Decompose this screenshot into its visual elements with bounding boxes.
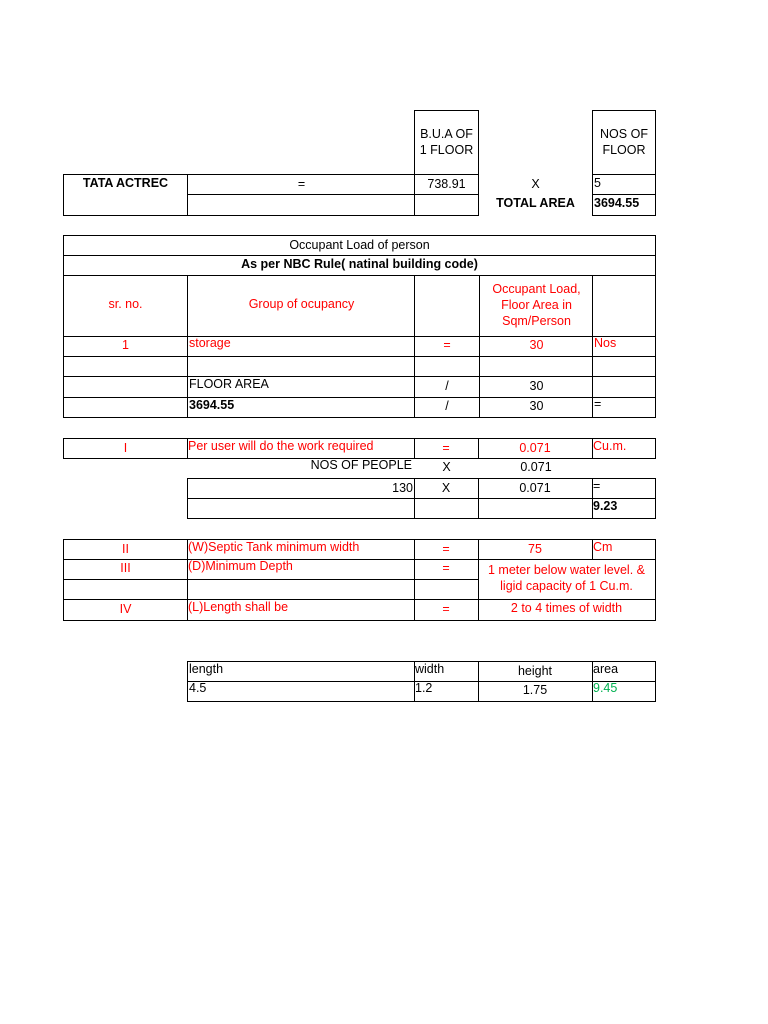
floor-area-value: 3694.55 xyxy=(187,397,415,418)
occ-row4-c1 xyxy=(63,397,187,418)
nos-of-people-value: 130 xyxy=(187,478,415,499)
rule-w-unit: Cm xyxy=(592,539,656,560)
usage-row1-sr: I xyxy=(63,438,188,459)
nos-of-people-label: NOS OF PEOPLE xyxy=(310,458,412,472)
rule-d-value: 1 meter below water level. & ligid capacity of 1 Cu.m. xyxy=(478,559,656,600)
usage-row4-c3 xyxy=(478,498,593,519)
rule-w-sr: II xyxy=(63,539,188,560)
total-area-label: TOTAL AREA xyxy=(496,196,575,210)
dim-header-height: height xyxy=(478,661,593,682)
dim-value-area: 9.45 xyxy=(592,681,656,702)
occ-row1-op: = xyxy=(414,336,479,357)
occ-row3-op: / xyxy=(414,377,479,398)
floors-value: 5 xyxy=(592,174,656,195)
usage-row3-value: 0.071 xyxy=(478,478,593,499)
usage-row1-unit: Cu.m. xyxy=(592,438,656,459)
col-group-occupancy: Group of ocupancy xyxy=(187,276,415,337)
usage-row3-unit: = xyxy=(592,478,656,499)
rule-d-blank-3 xyxy=(414,579,479,600)
usage-row2-value: 0.071 xyxy=(520,460,552,474)
dim-header-length: length xyxy=(187,661,415,682)
occ-row2-c2 xyxy=(187,356,415,377)
occupant-title: Occupant Load of person xyxy=(63,235,656,256)
rule-d-sr: III xyxy=(63,559,188,580)
header-blank-1 xyxy=(187,195,415,216)
occ-row1-unit: Nos xyxy=(592,336,656,357)
usage-row1-desc: Per user will do the work required xyxy=(187,438,415,459)
dim-value-width: 1.2 xyxy=(414,681,479,702)
col-unit-blank xyxy=(592,276,656,337)
floor-area-label: FLOOR AREA xyxy=(187,377,415,398)
rule-l-op: = xyxy=(414,600,479,621)
occ-row1-sr: 1 xyxy=(63,336,187,357)
usage-row1-op: = xyxy=(414,438,479,459)
bua-blank xyxy=(414,195,479,216)
usage-row4-c1 xyxy=(187,498,415,519)
volume-result: 9.23 xyxy=(592,498,656,519)
rule-l-value: 2 to 4 times of width xyxy=(478,600,656,621)
dim-header-area: area xyxy=(592,661,656,682)
rule-w-op: = xyxy=(414,539,479,560)
occ-row1-load: 30 xyxy=(479,336,593,357)
occ-row3-value: 30 xyxy=(479,377,593,398)
header-equals: = xyxy=(187,174,415,195)
occ-row1-group: storage xyxy=(187,336,415,357)
occ-row2-c3 xyxy=(414,356,479,377)
occ-row2-c5 xyxy=(592,356,656,377)
usage-row2-op: X xyxy=(442,460,451,474)
occupant-subtitle: As per NBC Rule( natinal building code) xyxy=(63,256,656,276)
project-name: TATA ACTREC xyxy=(63,174,187,216)
dim-value-height: 1.75 xyxy=(478,681,593,702)
nos-floor-header: NOS OF FLOOR xyxy=(592,110,656,175)
col-occupant-load: Occupant Load, Floor Area in Sqm/Person xyxy=(479,276,593,337)
occ-row4-value: 30 xyxy=(479,397,593,418)
usage-row4-c2 xyxy=(414,498,479,519)
occ-row2-c4 xyxy=(479,356,593,377)
rule-l-sr: IV xyxy=(63,600,188,621)
usage-row1-value: 0.071 xyxy=(478,438,593,459)
usage-row3-op: X xyxy=(414,478,479,499)
bua-header: B.U.A OF 1 FLOOR xyxy=(414,110,479,175)
rule-d-blank-2 xyxy=(187,579,415,600)
rule-w-desc: (W)Septic Tank minimum width xyxy=(187,539,415,560)
occ-row3-c5 xyxy=(592,377,656,398)
rule-l-desc: (L)Length shall be xyxy=(187,600,415,621)
rule-d-blank-1 xyxy=(63,579,188,600)
occ-row4-op: / xyxy=(414,397,479,418)
occ-row2-c1 xyxy=(63,356,187,377)
total-area-value: 3694.55 xyxy=(592,195,656,216)
col-op-blank xyxy=(414,276,479,337)
col-sr-no: sr. no. xyxy=(63,276,187,337)
rule-d-op: = xyxy=(414,559,479,580)
rule-w-value: 75 xyxy=(478,539,593,560)
rule-d-desc: (D)Minimum Depth xyxy=(187,559,415,580)
dim-header-width: width xyxy=(414,661,479,682)
occ-row4-unit: = xyxy=(592,397,656,418)
header-times: X xyxy=(531,177,540,191)
dim-value-length: 4.5 xyxy=(187,681,415,702)
occ-row3-c1 xyxy=(63,377,187,398)
bua-value: 738.91 xyxy=(414,174,479,195)
